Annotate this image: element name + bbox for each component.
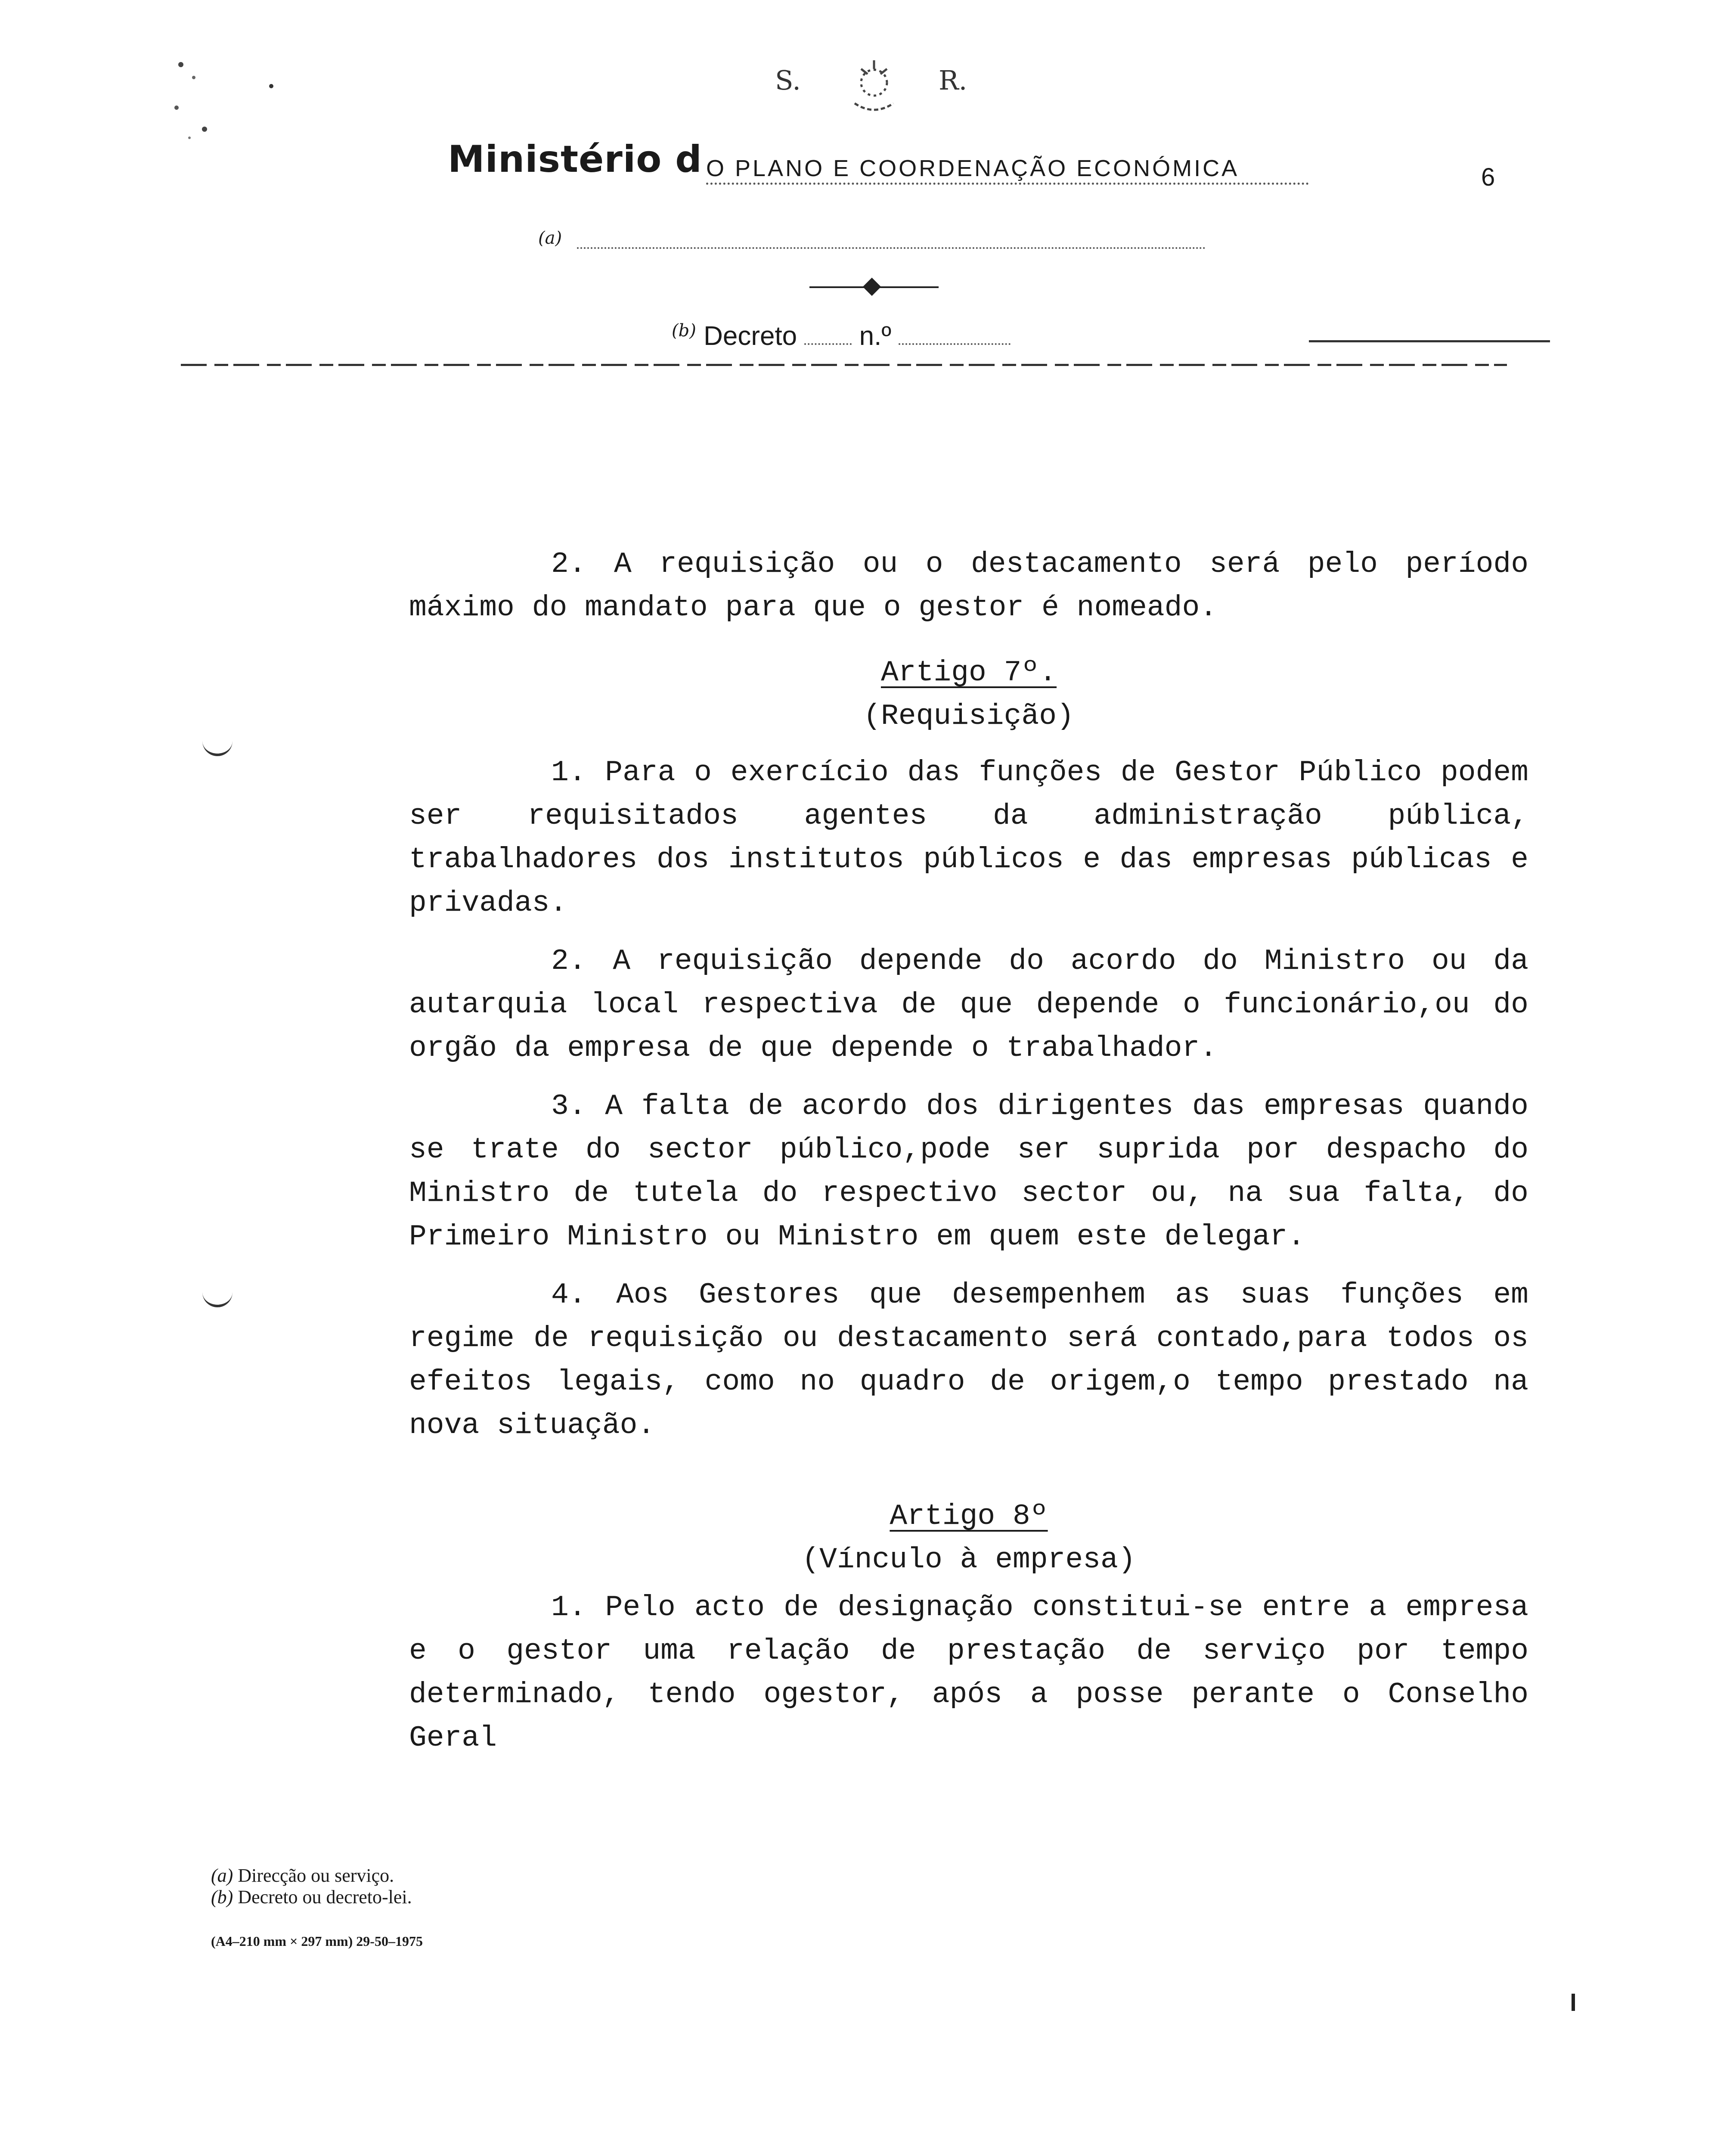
page-number: 6 [1481, 163, 1495, 191]
decree-field [672, 321, 1011, 351]
footnote-b-text: Decreto ou decreto-lei. [238, 1886, 412, 1908]
article-8-subtitle: (Vínculo à empresa) [802, 1543, 1136, 1576]
decree-number-label: n.º [859, 321, 891, 351]
state-seal [766, 56, 999, 121]
field-a-label: (a) [538, 228, 562, 248]
field-a-dotted-line [577, 247, 1206, 249]
decree-type-blank [804, 343, 852, 345]
footnote-b [211, 1886, 412, 1908]
article-7-paragraph-1: 1. Para o exercício das funções de Gestor Público podem ser requisitados agentes da administração pública, trabalhadores dos institutos públicos e das empresas públicas e privadas. [409, 756, 1528, 920]
article-7-subtitle: (Requisição) [863, 700, 1074, 733]
footnote-a-text: Direcção ou serviço. [238, 1865, 394, 1886]
paragraph-requisition-duration: 2. A requisição ou o destacamento será pelo período máximo do mandato para que o gestor é nomeado. [409, 548, 1528, 624]
margin-tick [1572, 1994, 1575, 2011]
margin-mark [202, 1287, 232, 1307]
seal-letter-left: S. [775, 65, 801, 96]
header-rule-right [1309, 340, 1550, 342]
article-7-title: Artigo 7º. [880, 656, 1057, 689]
article-8-title: Artigo 8º [890, 1500, 1048, 1533]
article-8-paragraph-1: 1. Pelo acto de designação constitui-se entre a empresa e o gestor uma relação de prestação de serviço por tempo determinado, tendo ogestor, após a posse perante o Conselho Geral [409, 1591, 1528, 1755]
margin-specks [164, 52, 310, 146]
seal-letter-right: R. [939, 65, 967, 96]
field-b-label: (b) [672, 321, 696, 341]
article-7-paragraph-2: 2. A requisição depende do acordo do Ministro ou da autarquia local respectiva de que depende o funcionário,ou do orgão da empresa de que depende o trabalhador. [409, 945, 1528, 1065]
decree-label: Decreto [704, 321, 797, 351]
margin-mark [202, 736, 232, 756]
document-body [409, 543, 1528, 1760]
ministry-dotted-line [706, 183, 1309, 185]
divider-diamond-icon [863, 278, 881, 296]
decree-number-blank [899, 343, 1011, 345]
footnote-b-label: (b) [211, 1886, 233, 1908]
coat-of-arms-icon [844, 56, 904, 116]
article-7-paragraph-4: 4. Aos Gestores que desempenhem as suas funções em regime de requisição ou destacamento será contado,para todos os efeitos legais, como no quadro de origem,o tempo prestado na nova situação. [409, 1278, 1528, 1442]
footnote-a-label: (a) [211, 1865, 233, 1886]
footnote-a [211, 1864, 394, 1886]
ministry-department: O PLANO E COORDENAÇÃO ECONÓMICA [706, 155, 1240, 181]
ministry-name: Ministério d [448, 138, 702, 181]
header-rule [181, 364, 1507, 366]
form-code: (A4–210 mm × 297 mm) 29-50–1975 [211, 1933, 423, 1949]
article-7-paragraph-3: 3. A falta de acordo dos dirigentes das empresas quando se trate do sector público,pode ser suprida por despacho do Ministro de tutela do respectivo sector ou, na sua falta, do Primeiro Ministro ou Ministro em quem este delegar. [409, 1090, 1528, 1253]
